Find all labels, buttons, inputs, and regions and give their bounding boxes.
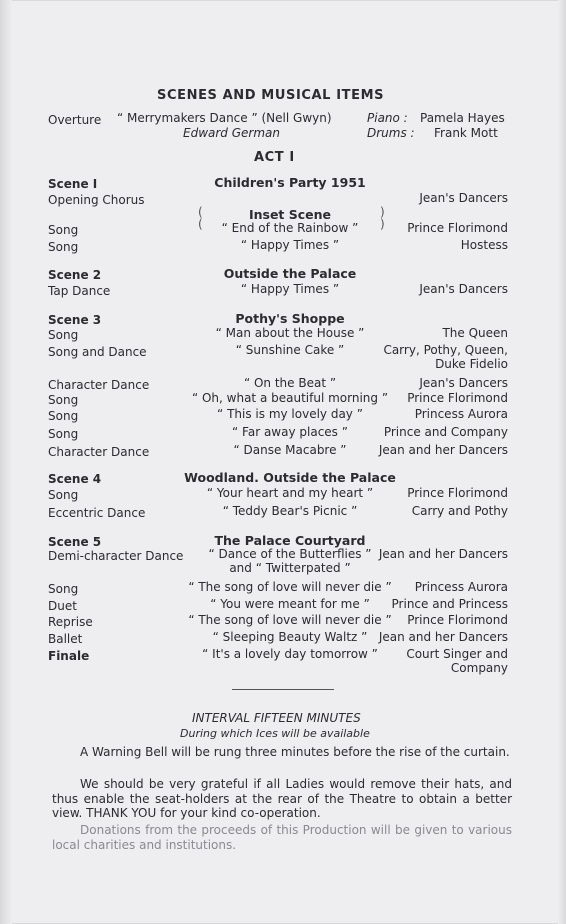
page-heading: SCENES AND MUSICAL ITEMS — [157, 88, 385, 103]
song-title: “ Your heart and my heart ” — [206, 486, 374, 500]
item-type: Song — [48, 582, 79, 596]
song-title: “ The song of love will never die ” — [188, 613, 392, 627]
item-type: Song — [48, 488, 79, 502]
song-title: “ Far away places ” — [232, 425, 348, 439]
performers: Princess Aurora — [414, 580, 508, 594]
performers: Jean's Dancers — [419, 282, 508, 296]
notice-hats: We should be very grateful if all Ladies would remove their hats, and thus enable the seat-holders at the rear of the Theatre to obtain a better view. THANK YOU for your kind co-operation. — [52, 777, 512, 820]
performers: Jean's Dancers — [419, 376, 508, 390]
song-title: “ The song of love will never die ” — [188, 580, 392, 594]
song-title: “ You were meant for me ” — [210, 597, 370, 611]
item-type: Song and Dance — [48, 345, 147, 359]
brace-left: ( ( — [198, 205, 203, 231]
performers: Prince and Company — [383, 425, 508, 439]
performers: Prince Florimond — [407, 221, 508, 235]
song-title: “ Dance of the Butterflies ” — [208, 547, 372, 561]
performers: Prince and Princess — [391, 597, 508, 611]
item-type: Duet — [48, 599, 77, 613]
scene-title: The Palace Courtyard — [214, 533, 366, 548]
song-title: “ Oh, what a beautiful morning ” — [191, 391, 389, 405]
item-type: Demi-character Dance — [48, 549, 184, 563]
song-title: and “ Twitterpated ” — [229, 561, 351, 575]
overture-composer: Edward German — [183, 126, 280, 140]
scene-label: Scene I — [48, 177, 98, 191]
item-type: Song — [48, 240, 79, 254]
performers: Prince Florimond — [407, 391, 508, 405]
overture-title: “ Merrymakers Dance ” (Nell Gwyn) — [117, 111, 332, 125]
performers: The Queen — [442, 326, 508, 340]
scene-title: Children's Party 1951 — [214, 175, 366, 190]
performers: Carry, Pothy, Queen, — [383, 343, 508, 357]
performers: Company — [450, 661, 508, 675]
song-title: “ Teddy Bear's Picnic ” — [222, 504, 358, 518]
song-title: “ Sunshine Cake ” — [235, 343, 345, 357]
piano-name: Pamela Hayes — [420, 111, 505, 125]
song-title: “ Sleeping Beauty Waltz ” — [212, 630, 368, 644]
song-title: “ On the Beat ” — [243, 376, 337, 390]
scene-title: Outside the Palace — [223, 266, 357, 281]
song-title: “ Danse Macabre ” — [233, 443, 347, 457]
paper-edge-left — [0, 0, 12, 924]
item-type: Eccentric Dance — [48, 506, 146, 520]
item-type: Reprise — [48, 615, 93, 629]
notice-donations: Donations from the proceeds of this Production will be given to various local charities and institutions. — [52, 823, 512, 852]
performers: Duke Fidelio — [435, 357, 508, 371]
scene-title: Inset Scene — [248, 207, 332, 222]
item-type: Song — [48, 427, 79, 441]
item-type: Tap Dance — [48, 284, 111, 298]
paper-edge-right — [558, 0, 566, 924]
performers: Hostess — [460, 238, 508, 252]
item-type: Song — [48, 328, 79, 342]
item-type: Finale — [48, 649, 90, 663]
performers: Court Singer and — [406, 647, 508, 661]
performers: Prince Florimond — [407, 486, 508, 500]
scene-label: Scene 4 — [48, 472, 102, 486]
piano-label: Piano : — [367, 111, 408, 125]
performers: Jean and her Dancers — [378, 443, 508, 457]
scene-title: Pothy's Shoppe — [235, 311, 345, 326]
divider-rule — [232, 689, 334, 690]
item-type: Ballet — [48, 632, 83, 646]
overture-label: Overture — [48, 113, 102, 127]
interval-subtitle: During which Ices will be available — [180, 727, 370, 740]
act-heading: ACT I — [254, 150, 295, 165]
song-title: “ This is my lovely day ” — [217, 407, 363, 421]
scene-label: Scene 2 — [48, 268, 102, 282]
performers: Jean's Dancers — [419, 191, 508, 205]
performers: Carry and Pothy — [411, 504, 508, 518]
item-type: Song — [48, 223, 79, 237]
drums-label: Drums : — [367, 126, 415, 140]
drums-name: Frank Mott — [434, 126, 498, 140]
song-title: “ Man about the House ” — [215, 326, 365, 340]
scene-label: Scene 5 — [48, 535, 102, 549]
brace-right: ) ) — [380, 205, 385, 231]
performers: Princess Aurora — [414, 407, 508, 421]
song-title: “ Happy Times ” — [240, 238, 340, 252]
performers: Jean and her Dancers — [378, 630, 508, 644]
item-type: Character Dance — [48, 378, 150, 392]
performers: Jean and her Dancers — [378, 547, 508, 561]
notice-warning-bell: A Warning Bell will be rung three minutes before the rise of the curtain. — [80, 745, 510, 759]
song-title: “ End of the Rainbow ” — [221, 221, 359, 235]
song-title: “ It's a lovely day tomorrow ” — [202, 647, 378, 661]
item-type: Character Dance — [48, 445, 150, 459]
item-type: Song — [48, 393, 79, 407]
performers: Prince Florimond — [407, 613, 508, 627]
item-type: Opening Chorus — [48, 193, 145, 207]
scene-title: Woodland. Outside the Palace — [184, 470, 396, 485]
song-title: “ Happy Times ” — [240, 282, 340, 296]
item-type: Song — [48, 409, 79, 423]
scene-label: Scene 3 — [48, 313, 102, 327]
interval-title: INTERVAL FIFTEEN MINUTES — [192, 711, 361, 725]
